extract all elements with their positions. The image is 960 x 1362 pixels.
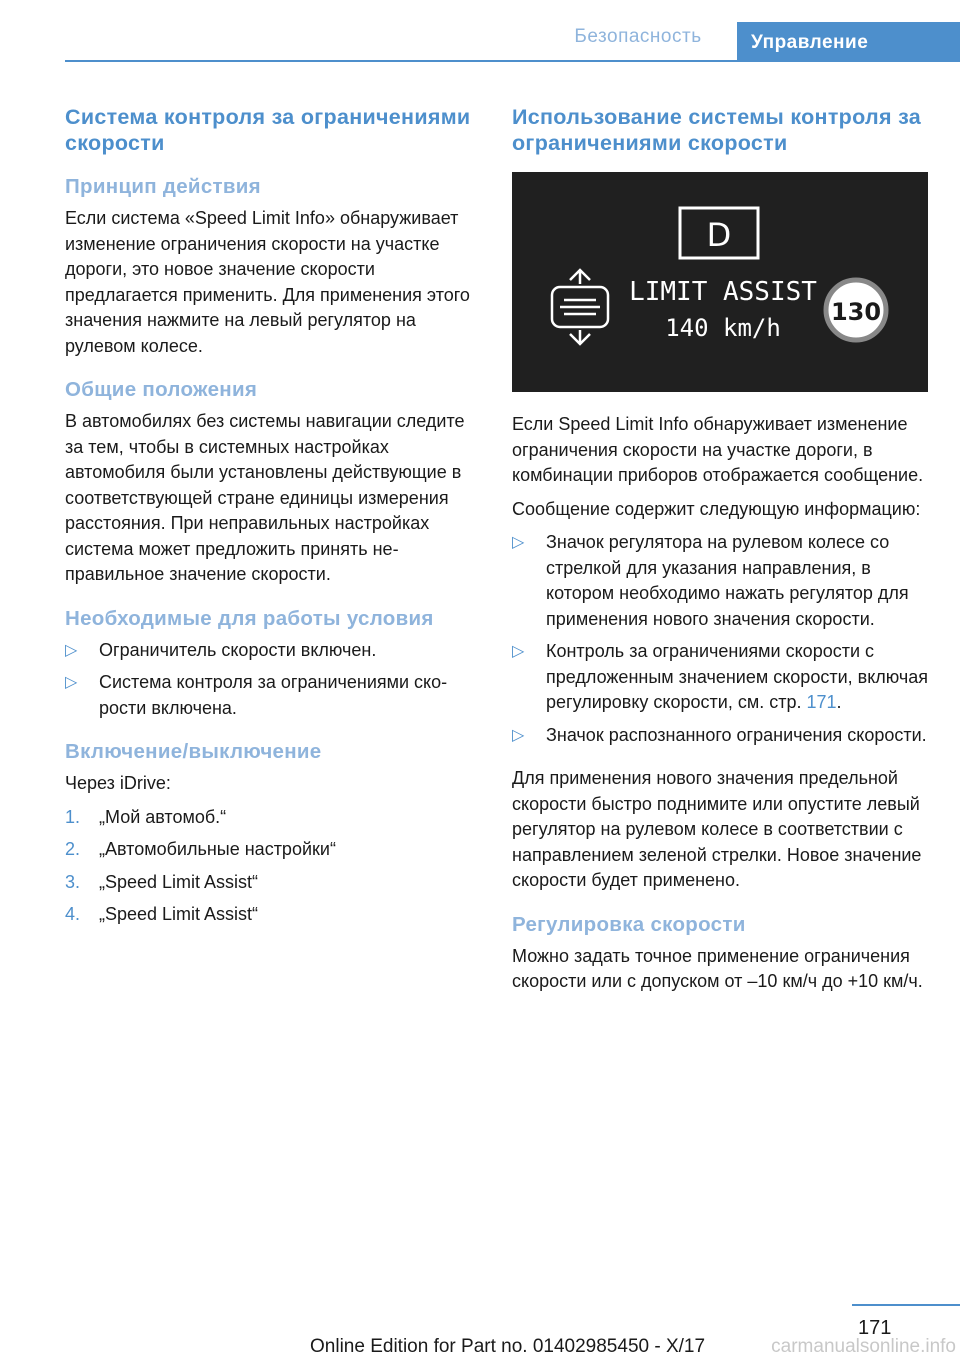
footer-rule — [852, 1304, 960, 1306]
section-title-usage: Использование системы контроля за ограничениями скорости — [512, 105, 922, 155]
info-message-text: Если Speed Limit Info обнаруживает изменение ограничения скорости на участке дороги, в комбинации приборов отображается сообщение. — [512, 414, 924, 485]
triangle-bullet-icon: ▷ — [512, 726, 525, 744]
speed-adjust-text: Можно задать точное применение ограничения скорости или с допуском от –10 км/ч до +10 км/ч. — [512, 945, 923, 991]
limit-assist-label: LIMIT ASSIST — [629, 277, 817, 307]
list-item: ▷ Система контроля за ограничениями скорости включена. — [65, 672, 448, 718]
list-item: ▷ Значок регулятора на рулевом колесе со стрелкой для указания направления, в котором необходимо нажать регулятор для применения нового значения скорости. — [512, 532, 909, 629]
page-number: 171 — [858, 1317, 892, 1339]
gear-indicator: D — [706, 216, 732, 254]
triangle-bullet-icon: ▷ — [512, 534, 525, 551]
triangle-bullet-icon: ▷ — [65, 674, 78, 691]
list-item: 2. „Автомобильные настройки“ — [65, 839, 336, 859]
heading-on-off: Включение/выключение — [65, 740, 322, 763]
list-item: ▷ Контроль за ограничениями скорости с предложенным значением скорости, включая регулировку скорости, см. стр. 171. — [512, 641, 929, 712]
heading-speed-adjust: Регулировка скорости — [512, 912, 746, 936]
heading-principle: Принцип действия — [65, 175, 261, 198]
speed-value: 140 km/h — [665, 314, 781, 342]
heading-general: Общие положения — [65, 378, 258, 401]
tab-safety[interactable]: Безопасность — [574, 26, 702, 47]
steps-list — [65, 805, 485, 928]
apply-instructions: Для применения нового значения предельной скорости быстро поднимите или опустите левый регулятор на рулевом колесе в соответствии с направлением зеленой стрелки. Новое значение скорости будет применено. — [512, 768, 922, 890]
left-column — [65, 104, 485, 936]
list-item: 1. „Мой автомоб.“ — [65, 806, 227, 827]
triangle-bullet-icon: ▷ — [65, 641, 78, 659]
idrive-intro: Через iDrive: — [65, 773, 171, 793]
list-item: 4. „Speed Limit Assist“ — [65, 904, 259, 924]
principle-text: Если система «Speed Limit Info» обнаруживает изменение ограничения скорости на участке дороги, это новое значение скорости предлагается применить. Для применения этого значения нажмите на левый регулятор на рулевом колесе. — [65, 208, 470, 356]
watermark: carmanualsonline.info — [771, 1336, 956, 1357]
message-contents-list — [512, 530, 932, 748]
list-item: ▷ Значок распознанного ограничения скорости. — [512, 723, 932, 749]
tab-controls[interactable]: Управление — [737, 22, 960, 62]
list-item: ▷ Ограничитель скорости включен. — [65, 638, 485, 664]
triangle-bullet-icon: ▷ — [512, 643, 525, 660]
section-title: Система контроля за ограничениями скорости — [65, 105, 471, 155]
heading-requirements: Необходимые для работы условия — [65, 606, 434, 630]
general-text: В автомобилях без системы навигации следите за тем, чтобы в системных настройках автомобиля были установлены действующие в соответствующей стране единицы измерения расстояния. При неправильных настройках система может предложить принять неправильное значение скорости. — [65, 411, 465, 584]
right-column — [512, 104, 932, 1003]
page-link[interactable]: 171 — [806, 692, 837, 712]
message-contents-intro: Сообщение содержит следующую информацию: — [512, 498, 921, 519]
list-item: 3. „Speed Limit Assist“ — [65, 871, 259, 892]
instrument-cluster-figure — [512, 172, 928, 392]
requirements-list — [65, 638, 485, 722]
speed-sign-value: 130 — [830, 298, 882, 326]
edition-note: Online Edition for Part no. 01402985450 - X/17 — [310, 1336, 706, 1357]
